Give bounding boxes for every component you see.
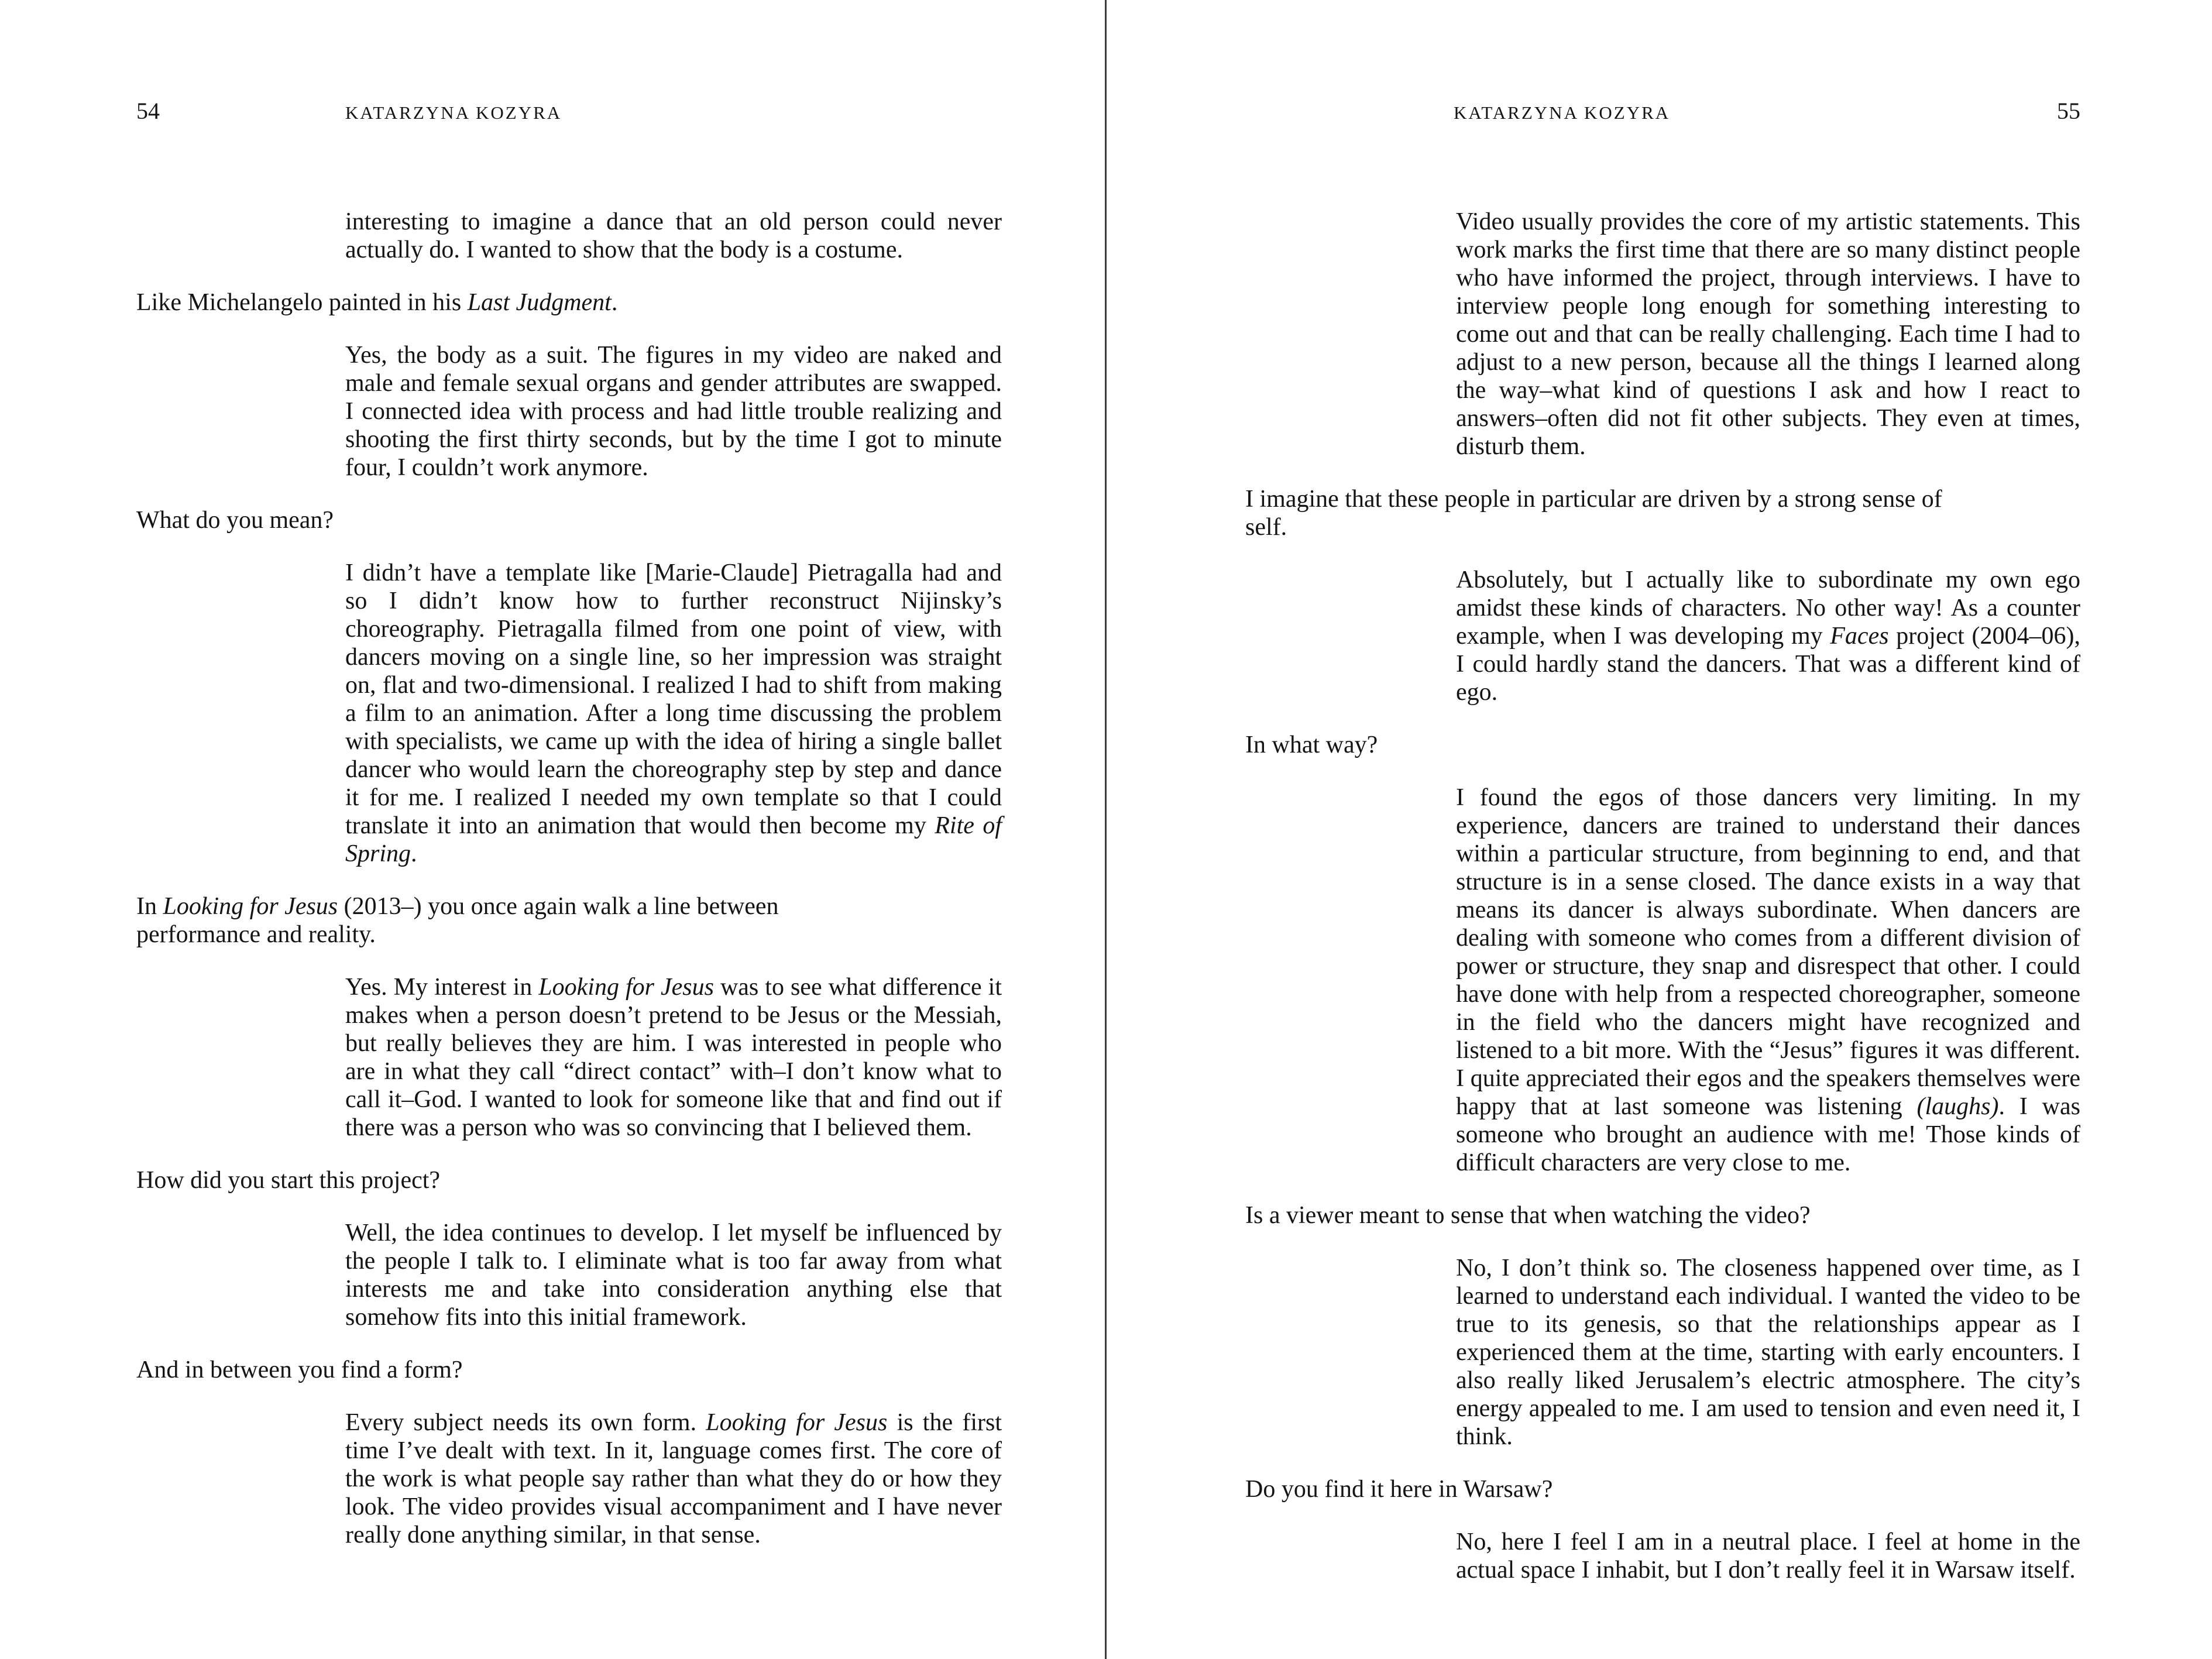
- interview-question: Like Michelangelo painted in his Last Judgment.: [136, 289, 618, 316]
- interview-question: In what way?: [1245, 731, 1378, 758]
- interview-answer: Well, the idea continues to develop. I let myself be influenced by the people I talk to. I eliminate what is too far away from what interests me and take into consideration anything else that somehow fits into this initial framework.: [345, 1220, 1002, 1331]
- interview-answer: Every subject needs its own form. Looking for Jesus is the first time I’ve dealt with text. In it, language comes first. The core of the work is what people say rather than what they do or how they look. The video provides visual accompaniment and I have never really done anything similar, in that sense.: [345, 1409, 1002, 1548]
- interview-answer: interesting to imagine a dance that an old person could never actually do. I wanted to show that the body is a costume.: [345, 208, 1002, 263]
- interview-question: In Looking for Jesus (2013–) you once again walk a line between performance and reality.: [136, 893, 779, 948]
- page-right-content: [1245, 208, 2080, 1584]
- interview-question: Is a viewer meant to sense that when watching the video?: [1245, 1202, 1811, 1229]
- page-right: [1106, 0, 2212, 1659]
- interview-answer: Video usually provides the core of my artistic statements. This work marks the first time that there are so many distinct people who have informed the project, through interviews. I have to interview people long enough for something interesting to come out and that can be really challenging. Each time I had to adjust to a new person, because all the things I learned along the way–what kind of questions I ask and how I react to answers–often did not fit other subjects. They even at times, disturb them.: [1456, 208, 2080, 460]
- interview-question: I imagine that these people in particular are driven by a strong sense of self.: [1245, 486, 1942, 541]
- interview-answer: I found the egos of those dancers very limiting. In my experience, dancers are trained to understand their dances within a particular structure, from beginning to end, and that structure is in a sense closed. The dance exists in a way that means its dancer is always subordinate. When dancers are dealing with someone who comes from a different division of power or structure, they snap and disrespect that other. I could have done with help from a respected choreographer, someone in the field who the dancers might have recognized and listened to a bit more. With the “Jesus” figures it was different. I quite appreciated their egos and the speakers themselves were happy that at last someone was listening (laughs). I was someone who brought an audience with me! Those kinds of difficult characters are very close to me.: [1456, 784, 2080, 1176]
- interview-answer: No, I don’t think so. The closeness happened over time, as I learned to understand each individual. I wanted the video to be true to its genesis, so that the relationships appear as I experienced them at the time, starting with early encounters. I also really liked Jerusalem’s electric atmosphere. The city’s energy appealed to me. I am used to tension and even need it, I think.: [1456, 1255, 2080, 1450]
- interview-question: Do you find it here in Warsaw?: [1245, 1476, 1553, 1503]
- page-number-left: 54: [136, 98, 160, 124]
- interview-answer: Yes, the body as a suit. The figures in my video are naked and male and female sexual organs and gender attributes are swapped. I connected idea with process and had little trouble realizing and shooting the first thirty seconds, but by the time I got to minute four, I couldn’t work anymore.: [345, 342, 1002, 481]
- running-head-right: KATARZYNA KOZYRA: [1454, 102, 1671, 123]
- interview-answer: Absolutely, but I actually like to subordinate my own ego amidst these kinds of characters. No other way! As a counter example, when I was developing my Faces project (2004–06), I could hardly stand the dancers. That was a different kind of ego.: [1456, 566, 2080, 706]
- interview-question: And in between you find a form?: [136, 1356, 463, 1383]
- interview-answer: Yes. My interest in Looking for Jesus was to see what difference it makes when a person doesn’t pretend to be Jesus or the Messiah, but really believes they are him. I was interested in people who are in what they call “direct contact” with–I don’t know what to call it–God. I wanted to look for someone like that and find out if there was a person who was so convincing that I believed them.: [345, 974, 1002, 1141]
- interview-answer: I didn’t have a template like [Marie-Claude] Pietragalla had and so I didn’t know how to further reconstruct Nijinsky’s choreography. Pietragalla filmed from one point of view, with dancers moving on a single line, so her impression was straight on, flat and two-dimensional. I realized I had to shift from making a film to an animation. After a long time discussing the problem with specialists, we came up with the idea of hiring a single ballet dancer who would learn the choreography step by step and dance it for me. I realized I needed my own template so that I could translate it into an animation that would then become my Rite of Spring.: [345, 559, 1002, 867]
- interview-question: How did you start this project?: [136, 1167, 441, 1194]
- page-number-right: 55: [2057, 98, 2080, 124]
- running-head-left: KATARZYNA KOZYRA: [345, 102, 562, 123]
- interview-question: What do you mean?: [136, 507, 334, 534]
- page-left-content: [136, 208, 1002, 1549]
- interview-answer: No, here I feel I am in a neutral place. I feel at home in the actual space I inhabit, but I don’t really feel it in Warsaw itself.: [1456, 1529, 2080, 1584]
